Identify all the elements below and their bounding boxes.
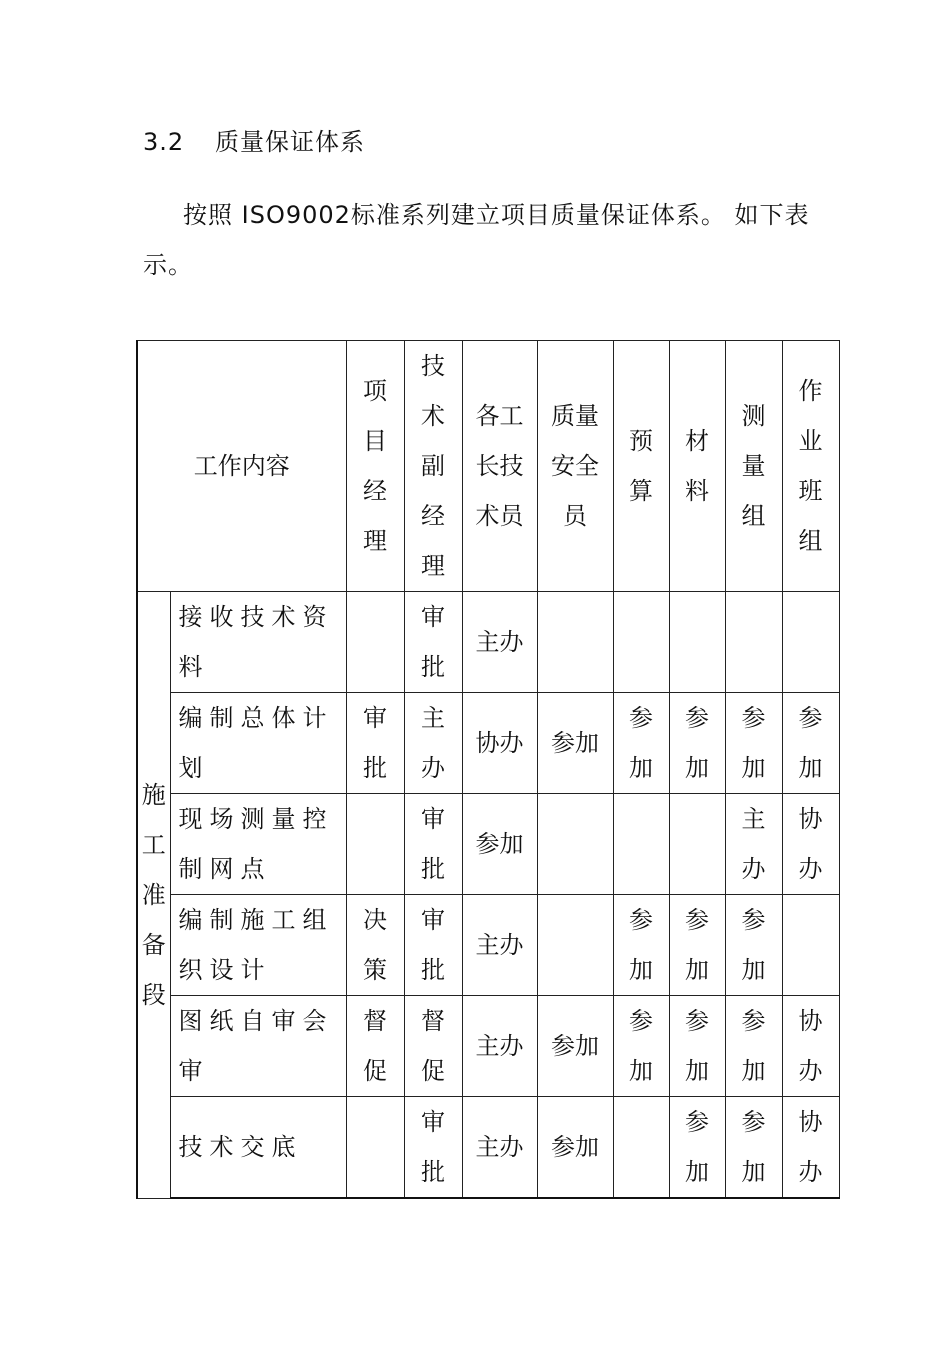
cell-quality-safety bbox=[537, 1097, 613, 1199]
cell-value: 审批 bbox=[421, 906, 445, 984]
col-header-project-manager bbox=[346, 341, 404, 592]
col-header-tech-deputy bbox=[404, 341, 462, 592]
cell-project-manager bbox=[346, 693, 404, 794]
header-row bbox=[137, 341, 839, 592]
cell-value: 参加 bbox=[741, 1108, 766, 1186]
cell-value: 督促 bbox=[421, 1007, 445, 1085]
cell-value: 审批 bbox=[363, 704, 387, 782]
cell-value: 主办 bbox=[475, 1032, 524, 1060]
cell-value: 决策 bbox=[363, 906, 387, 984]
cell-foremen bbox=[462, 794, 537, 895]
cell-survey-team bbox=[725, 1097, 782, 1199]
cell-value: 审批 bbox=[421, 603, 445, 681]
col-header-foremen bbox=[462, 341, 537, 592]
col-header-work-crew bbox=[782, 341, 839, 592]
task-label: 编制施工组织设计 bbox=[178, 906, 334, 984]
task-label: 接收技术资料 bbox=[178, 603, 334, 681]
cell-tech-deputy bbox=[404, 1097, 462, 1199]
task-label: 现场测量控制网点 bbox=[178, 805, 334, 883]
cell-survey-team bbox=[725, 693, 782, 794]
col-header-label: 测量组 bbox=[741, 402, 766, 530]
cell-value: 参加 bbox=[551, 1032, 599, 1060]
cell-value: 参加 bbox=[551, 729, 599, 757]
cell-value: 主办 bbox=[475, 628, 524, 656]
cell-value: 参加 bbox=[685, 906, 709, 984]
col-header-budget bbox=[613, 341, 669, 592]
cell-value: 主办 bbox=[475, 1133, 524, 1161]
cell-materials bbox=[669, 592, 725, 693]
phase-cell bbox=[137, 592, 170, 1199]
cell-value: 参加 bbox=[741, 906, 766, 984]
cell-work-crew bbox=[782, 794, 839, 895]
cell-value: 协办 bbox=[798, 805, 823, 883]
cell-value: 协办 bbox=[798, 1108, 823, 1186]
cell-foremen bbox=[462, 592, 537, 693]
cell-quality-safety bbox=[537, 996, 613, 1097]
cell-value: 参加 bbox=[741, 704, 766, 782]
cell-foremen bbox=[462, 895, 537, 996]
cell-value: 督促 bbox=[363, 1007, 387, 1085]
corner-header: 工作内容 bbox=[137, 341, 346, 592]
cell-tech-deputy bbox=[404, 895, 462, 996]
cell-work-crew bbox=[782, 693, 839, 794]
cell-project-manager bbox=[346, 996, 404, 1097]
cell-tech-deputy bbox=[404, 794, 462, 895]
cell-tech-deputy bbox=[404, 592, 462, 693]
section-title: 质量保证体系 bbox=[215, 128, 365, 156]
cell-budget bbox=[613, 895, 669, 996]
cell-value: 主办 bbox=[475, 931, 524, 959]
cell-project-manager bbox=[346, 895, 404, 996]
cell-materials bbox=[669, 1097, 725, 1199]
task-label: 图纸自审会审 bbox=[178, 1007, 334, 1085]
cell-value: 参加 bbox=[475, 830, 524, 858]
cell-budget bbox=[613, 693, 669, 794]
task-cell bbox=[170, 1097, 346, 1199]
cell-project-manager bbox=[346, 1097, 404, 1199]
cell-foremen bbox=[462, 996, 537, 1097]
col-header-label: 质量安全员 bbox=[551, 402, 599, 530]
cell-materials bbox=[669, 996, 725, 1097]
cell-budget bbox=[613, 794, 669, 895]
cell-work-crew bbox=[782, 996, 839, 1097]
cell-quality-safety bbox=[537, 592, 613, 693]
cell-value: 参加 bbox=[629, 906, 653, 984]
col-header-label: 各工长技术员 bbox=[475, 402, 524, 530]
cell-work-crew bbox=[782, 895, 839, 996]
task-label: 技术交底 bbox=[178, 1133, 303, 1161]
col-header-label: 技术副经理 bbox=[421, 352, 445, 580]
cell-value: 审批 bbox=[421, 1108, 445, 1186]
task-cell bbox=[170, 895, 346, 996]
cell-value: 主办 bbox=[741, 805, 766, 883]
cell-tech-deputy bbox=[404, 996, 462, 1097]
cell-foremen bbox=[462, 1097, 537, 1199]
task-cell bbox=[170, 794, 346, 895]
table-row bbox=[137, 794, 839, 895]
cell-survey-team bbox=[725, 794, 782, 895]
cell-survey-team bbox=[725, 592, 782, 693]
cell-value: 协办 bbox=[798, 1007, 823, 1085]
col-header-label: 预算 bbox=[629, 427, 653, 505]
col-header-label: 作业班组 bbox=[798, 377, 823, 555]
col-header-materials bbox=[669, 341, 725, 592]
col-header-survey-team bbox=[725, 341, 782, 592]
phase-label: 施工准备段 bbox=[141, 780, 166, 1009]
cell-value: 审批 bbox=[421, 805, 445, 883]
section-heading bbox=[143, 124, 365, 160]
intro-paragraph: 按照 ISO9002标准系列建立项目质量保证体系。 如下表示。 bbox=[143, 201, 810, 279]
table-row bbox=[137, 693, 839, 794]
cell-foremen bbox=[462, 693, 537, 794]
cell-value: 参加 bbox=[798, 704, 823, 782]
cell-work-crew bbox=[782, 592, 839, 693]
task-cell bbox=[170, 592, 346, 693]
cell-materials bbox=[669, 895, 725, 996]
cell-quality-safety bbox=[537, 693, 613, 794]
cell-value: 参加 bbox=[629, 1007, 653, 1085]
cell-project-manager bbox=[346, 794, 404, 895]
col-header-label: 项目经理 bbox=[363, 377, 387, 555]
cell-value: 参加 bbox=[741, 1007, 766, 1085]
cell-work-crew bbox=[782, 1097, 839, 1199]
cell-tech-deputy bbox=[404, 693, 462, 794]
cell-quality-safety bbox=[537, 794, 613, 895]
cell-quality-safety bbox=[537, 895, 613, 996]
cell-budget bbox=[613, 1097, 669, 1199]
task-label: 编制总体计划 bbox=[178, 704, 334, 782]
cell-survey-team bbox=[725, 895, 782, 996]
cell-project-manager bbox=[346, 592, 404, 693]
cell-budget bbox=[613, 996, 669, 1097]
cell-materials bbox=[669, 693, 725, 794]
cell-budget bbox=[613, 592, 669, 693]
col-header-quality-safety bbox=[537, 341, 613, 592]
col-header-label: 材料 bbox=[685, 427, 709, 505]
cell-value: 协办 bbox=[475, 729, 524, 757]
table-row bbox=[137, 895, 839, 996]
table-row bbox=[137, 1097, 839, 1199]
task-cell bbox=[170, 996, 346, 1097]
cell-value: 参加 bbox=[629, 704, 653, 782]
cell-value: 参加 bbox=[685, 1108, 709, 1186]
cell-value: 参加 bbox=[685, 1007, 709, 1085]
cell-survey-team bbox=[725, 996, 782, 1097]
cell-value: 参加 bbox=[551, 1133, 599, 1161]
table-row bbox=[137, 996, 839, 1097]
table-row bbox=[137, 592, 839, 693]
cell-value: 主办 bbox=[421, 704, 445, 782]
cell-value: 参加 bbox=[685, 704, 709, 782]
task-cell bbox=[170, 693, 346, 794]
cell-materials bbox=[669, 794, 725, 895]
quality-assurance-table bbox=[136, 340, 840, 1199]
section-number: 3.2 bbox=[143, 128, 185, 156]
